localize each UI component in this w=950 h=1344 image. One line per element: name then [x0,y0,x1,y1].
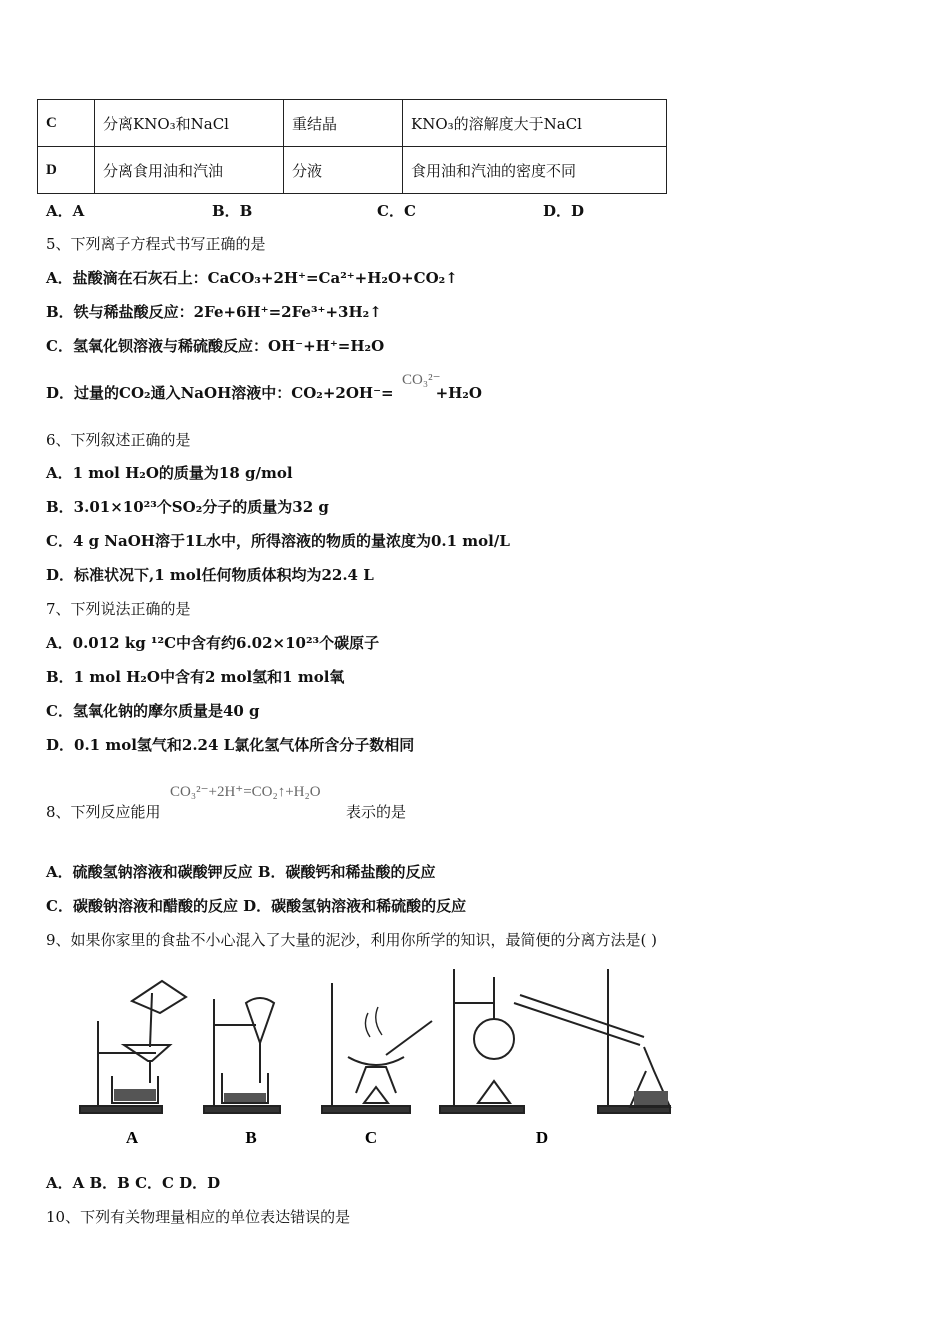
figure-label-d: D [535,1128,549,1147]
q4-option-b: B．B [212,202,253,220]
figure-label-b: B [245,1128,257,1147]
q5-option-b: B．铁与稀盐酸反应：2Fe+6H⁺=2Fe³⁺+3H₂↑ [46,303,382,321]
table-cell-purpose: 分离KNO₃和NaCl [95,100,284,147]
q5-option-d-prefix: D．过量的CO₂通入NaOH溶液中：CO₂+2OH⁻= [46,384,394,402]
figure-label-a: A [125,1128,139,1147]
table-row [38,100,667,147]
separation-apparatus-figure [46,963,710,1153]
table-cell-letter: D [38,147,95,194]
q7-option-d: D．0.1 mol氢气和2.24 L氯化氢气体所含分子数相同 [46,736,415,754]
q6-option-c: C．4 g NaOH溶于1L水中，所得溶液的物质的量浓度为0.1 mol/L [46,532,510,550]
glass-rod-icon [386,1021,432,1055]
q4-option-d: D．D [543,202,585,220]
q6-option-a: A．1 mol H₂O的质量为18 g/mol [46,464,293,482]
q7-option-c: C．氢氧化钠的摩尔质量是40 g [46,702,260,720]
q8-formula-image: CO₃²⁻+2H⁺=CO₂↑+H₂O [170,784,321,800]
evaporating-dish-icon [348,1057,404,1065]
table-cell-reason: KNO₃的溶解度大于NaCl [403,100,667,147]
q5-option-a: A．盐酸滴在石灰石上：CaCO₃+2H⁺=Ca²⁺+H₂O+CO₂↑ [46,269,458,287]
q7-option-a: A．0.012 kg ¹²C中含有约6.02×10²³个碳原子 [46,634,380,652]
q6-stem: 6、下列叙述正确的是 [46,431,191,449]
q5-option-d-suffix: +H₂O [435,384,482,402]
glass-rod-icon [150,993,152,1047]
alcohol-lamp-icon [478,1081,510,1103]
options-table [37,99,667,194]
table-cell-letter: C [38,100,95,147]
separatory-funnel-icon [246,998,274,1043]
q7-stem: 7、下列说法正确的是 [46,600,191,618]
q6-option-d: D．标准状况下,1 mol任何物质体积均为22.4 L [46,566,374,584]
stand-base [80,1106,162,1113]
q7-option-b: B．1 mol H₂O中含有2 mol氢和1 mol氧 [46,668,345,686]
distillation-flask-icon [474,1019,514,1059]
table-cell-method: 分液 [284,147,403,194]
figure-label-c: C [364,1128,378,1147]
q10-stem: 10、下列有关物理量相应的单位表达错误的是 [46,1208,351,1226]
alcohol-lamp-icon [364,1087,388,1103]
q5-option-c: C．氢氧化钡溶液与稀硫酸反应：OH⁻+H⁺=H₂O [46,337,385,355]
table-cell-method: 重结晶 [284,100,403,147]
q8-options-cd: C．碳酸钠溶液和醋酸的反应 D．碳酸氢钠溶液和稀硫酸的反应 [46,897,467,915]
q8-stem-suffix: 表示的是 [346,803,407,821]
table-cell-reason: 食用油和汽油的密度不同 [403,147,667,194]
q6-option-b: B．3.01×10²³个SO₂分子的质量为32 g [46,498,329,516]
condenser-icon [514,1003,640,1045]
q4-option-c: C．C [377,202,416,220]
table-cell-purpose: 分离食用油和汽油 [95,147,284,194]
pouring-beaker-icon [132,981,186,1013]
q4-option-a: A．A [46,202,85,220]
q8-options-ab: A．硫酸氢钠溶液和碳酸钾反应 B．碳酸钙和稀盐酸的反应 [46,863,436,881]
q9-stem: 9、如果你家里的食盐不小心混入了大量的泥沙，利用你所学的知识，最简便的分离方法是( ) [46,931,658,949]
q8-stem-prefix: 8、下列反应能用 [46,803,161,821]
carbonate-formula-image: CO₃²⁻ [402,372,441,388]
q5-stem: 5、下列离子方程式书写正确的是 [46,235,266,253]
table-row [38,147,667,194]
q9-answers: A．A B．B C．C D．D [46,1174,221,1192]
